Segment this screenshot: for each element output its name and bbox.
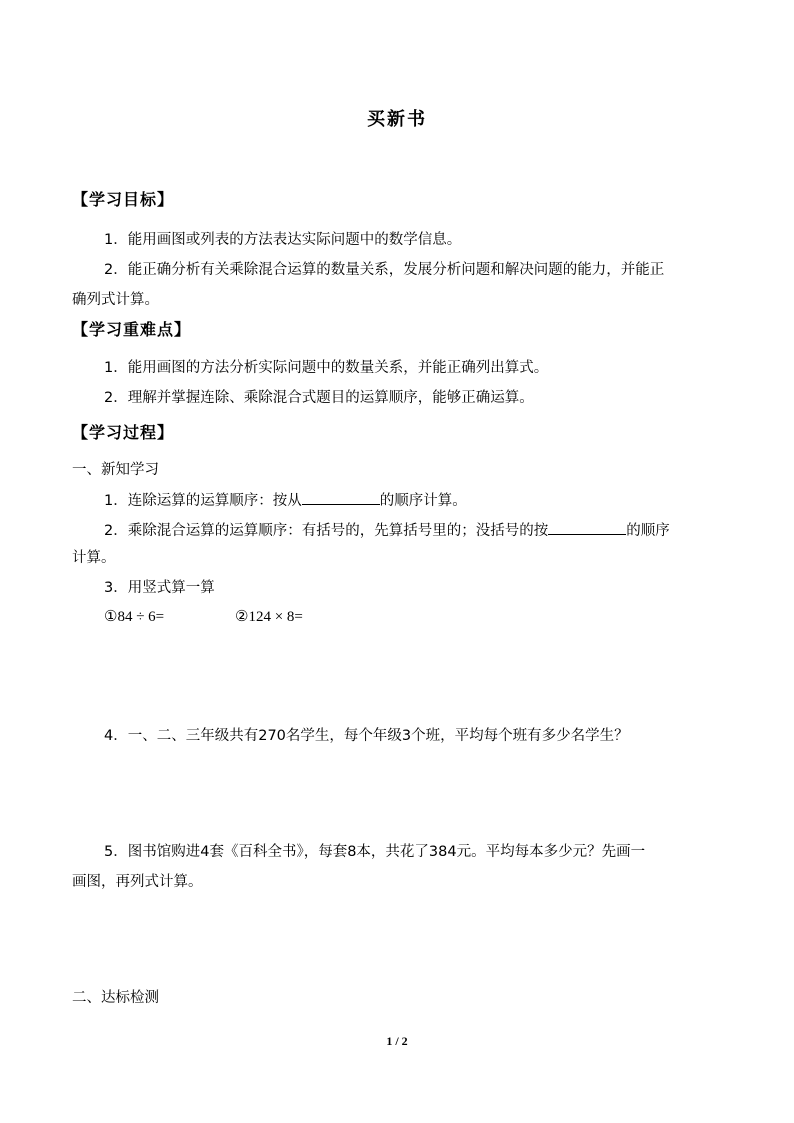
question-1 (104, 489, 467, 511)
question-3-a: ①84 ÷ 6= (104, 609, 165, 625)
question-2-line-2: 计算。 (72, 550, 116, 566)
question-3-b: ②124 × 8= (235, 609, 303, 625)
page-number: 1 / 2 (386, 1034, 408, 1048)
objective-item-2-line-2: 确列式计算。 (72, 292, 159, 308)
question-2-blank[interactable] (548, 519, 626, 535)
key-points-heading: 【学习重难点】 (72, 320, 192, 339)
question-1-blank[interactable] (302, 489, 380, 505)
question-3: 3．用竖式算一算 (104, 580, 215, 596)
question-1-text-before: 1．连除运算的运算顺序：按从 (104, 493, 302, 509)
part-2-title: 二、达标检测 (72, 990, 159, 1006)
objectives-heading: 【学习目标】 (72, 190, 175, 209)
objective-item-2-line-1: 2．能正确分析有关乘除混合运算的数量关系，发展分析问题和解决问题的能力，并能正 (104, 262, 665, 278)
objective-item-1: 1．能用画图或列表的方法表达实际问题中的数学信息。 (104, 232, 462, 248)
process-heading: 【学习过程】 (72, 423, 175, 442)
question-5-line-1: 5．图书馆购进4套《百科全书》，每套8本，共花了384元。平均每本多少元？先画一 (104, 844, 646, 860)
question-2-text-after: 的顺序 (626, 523, 670, 539)
question-4: 4．一、二、三年级共有270名学生，每个年级3个班，平均每个班有多少名学生？ (104, 728, 629, 744)
question-2-text-before: 2．乘除混合运算的运算顺序：有括号的，先算括号里的；没括号的按 (104, 523, 549, 539)
question-1-text-after: 的顺序计算。 (379, 493, 467, 509)
question-5-line-2: 画图，再列式计算。 (72, 874, 203, 890)
question-2 (104, 519, 670, 541)
page-title: 买新书 (367, 109, 427, 130)
part-1-title: 一、新知学习 (72, 462, 159, 478)
key-point-item-2: 2．理解并掌握连除、乘除混合式题目的运算顺序，能够正确运算。 (104, 390, 534, 406)
key-point-item-1: 1．能用画图的方法分析实际问题中的数量关系，并能正确列出算式。 (104, 360, 549, 376)
